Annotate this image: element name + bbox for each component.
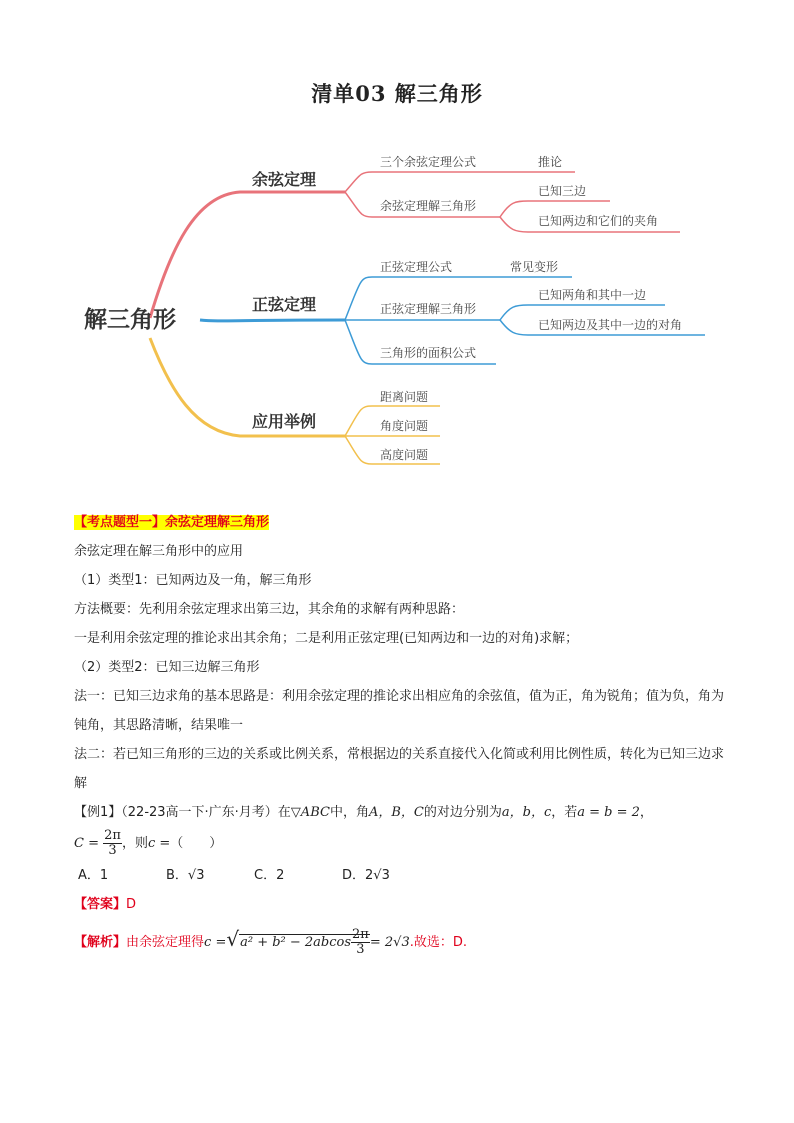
mm-leaf: 已知两边和它们的夹角 xyxy=(538,214,659,228)
page-title: 清单03 解三角形 xyxy=(311,81,483,106)
mm-leaf: 已知两边及其中一边的对角 xyxy=(538,318,683,332)
text-line: （2）类型2：已知三边解三角形 xyxy=(74,660,260,675)
mm-branch-label: 正弦定理 xyxy=(252,295,317,314)
text-line: （1）类型1：已知两边及一角，解三角形 xyxy=(74,573,312,588)
mm-root-label: 解三角形 xyxy=(84,307,176,333)
option-d[interactable]: D．2√3 xyxy=(342,868,390,883)
mm-node: 正弦定理解三角形 xyxy=(380,302,477,316)
mm-leaf: 常见变形 xyxy=(510,260,559,274)
mind-map xyxy=(0,0,794,500)
example-question: 【例1】（22-23高一下·广东·月考）在▽ABC中，角A，B，C的对边分别为a，b，c，若a = b = 2， xyxy=(74,805,653,820)
mm-trunk-sine xyxy=(200,320,345,321)
option-a[interactable]: A．1 xyxy=(78,868,109,883)
text-line: 余弦定理在解三角形中的应用 xyxy=(74,544,244,559)
text-line: 法二：若已知三角形的三边的关系或比例关系，常根据边的关系直接代入化简或利用比例性质，转化为已知三边求解 xyxy=(74,747,725,791)
mm-node: 高度问题 xyxy=(380,448,429,462)
example-question-cont: C = $\frac{2\pi}{3}$ ，则c =（ ） xyxy=(74,828,223,858)
mm-branch-label: 余弦定理 xyxy=(252,170,317,189)
text-line: 法一：已知三边求角的基本思路是：利用余弦定理的推论求出相应角的余弦值，值为正，角为锐角；值为负，角为钝角，其思路清晰，结果唯一 xyxy=(74,689,725,733)
mm-leaf: 已知三边 xyxy=(538,184,587,198)
text-line: 一是利用余弦定理的推论求出其余角；二是利用正弦定理(已知两边和一边的对角)求解； xyxy=(74,631,579,646)
mm-branch-label: 应用举例 xyxy=(252,412,317,431)
mm-node: 三角形的面积公式 xyxy=(380,346,477,360)
mm-node: 角度问题 xyxy=(380,419,429,433)
text-line: 方法概要：先利用余弦定理求出第三边，其余角的求解有两种思路： xyxy=(74,602,465,617)
option-b[interactable]: B．√3 xyxy=(166,868,205,883)
analysis-line: 【解析】由余弦定理得c =√a² + b² − 2abcos $\frac{2\pi}{3}$ = 2√3.故选：D. xyxy=(74,927,468,957)
fraction: $\frac{2\pi}{3}$ xyxy=(104,828,121,858)
mm-node: 正弦定理公式 xyxy=(380,260,453,274)
mm-leaf: 推论 xyxy=(538,155,563,169)
mm-leaf: 已知两角和其中一边 xyxy=(538,288,647,302)
option-c[interactable]: C．2 xyxy=(254,868,285,883)
mm-node: 余弦定理解三角形 xyxy=(380,199,477,213)
answer-line: 【答案】D xyxy=(74,897,137,912)
section-content xyxy=(74,508,724,963)
example-options xyxy=(74,861,724,890)
section-tag: 【考点题型一】余弦定理解三角形 xyxy=(74,515,270,530)
mm-node: 三个余弦定理公式 xyxy=(380,155,477,169)
mm-node: 距离问题 xyxy=(380,390,429,404)
